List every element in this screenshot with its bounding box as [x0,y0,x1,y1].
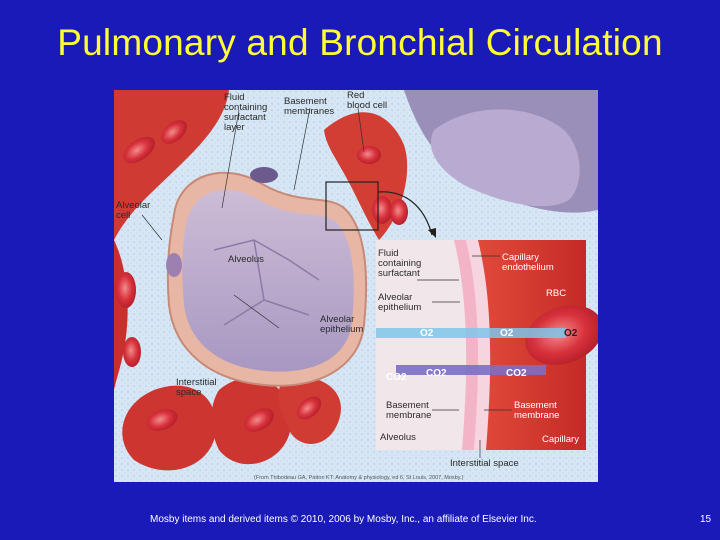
label-o2-mid: O2 [500,328,514,339]
label-capillary-endothelium: Capillary endothelium [502,252,554,273]
label-interstitial-space-inset: Interstitial space [450,458,519,469]
label-inset-fluid-surfactant: Fluid containing surfactant [378,248,422,279]
label-co2-left: CO2 [426,368,447,379]
label-basement-membranes: Basement membranes [284,96,335,117]
label-alveolus-main: Alveolus [228,254,264,265]
label-interstitial-space-left: Interstitial space [176,377,217,398]
label-inset-alveolar-epithelium: Alveolar epithelium [378,292,422,313]
label-o2-right: O2 [564,328,578,339]
label-basement-membrane-left: Basement membrane [386,400,432,421]
label-o2-left: O2 [420,328,434,339]
label-co2-outer: CO2 [386,372,407,383]
page-number: 15 [700,514,712,525]
label-basement-membrane-right: Basement membrane [514,400,560,421]
label-capillary: Capillary [542,434,579,445]
figure-credit: (From Thibodeau GA, Patton KT: Anatomy & physiology, ed 6, St Louis, 2007, Mosby.) [254,475,464,481]
label-alveolus-inset: Alveolus [380,432,416,443]
label-alveolar-epithelium-main: Alveolar epithelium [320,314,364,335]
label-rbc: RBC [546,288,567,299]
slide-title: Pulmonary and Bronchial Circulation [57,22,663,63]
alveolar-capillary-illustration [114,90,598,482]
slide-footer: Mosby items and derived items © 2010, 2006 by Mosby, Inc., an affiliate of Elsevier Inc. [150,514,537,525]
label-alveolar-cell: Alveolar cell [116,200,151,221]
label-co2-mid: CO2 [506,368,527,379]
label-red-blood-cell: Red blood cell [347,90,388,111]
label-fluid-surfactant-layer: Fluid containing surfactant layer [224,92,268,133]
